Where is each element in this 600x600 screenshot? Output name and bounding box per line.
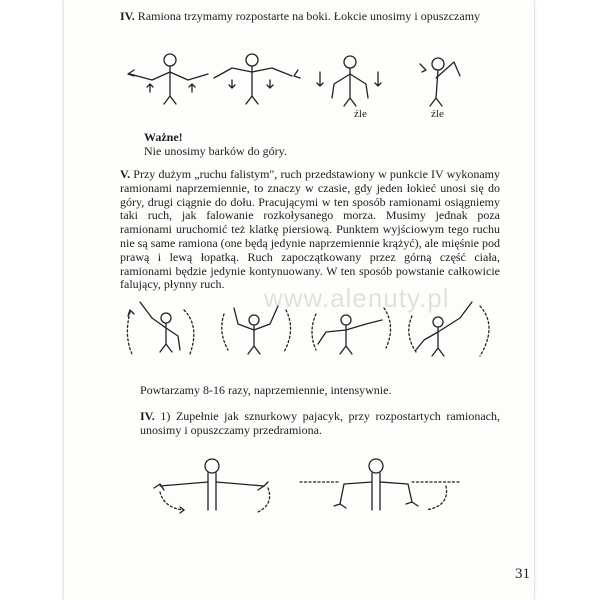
label-wrong-2: źle <box>431 108 444 120</box>
label-wrong-1: źle <box>354 108 367 120</box>
figure-4 <box>420 58 460 106</box>
book-page <box>64 0 534 600</box>
figure-row-elbows <box>120 48 510 118</box>
puppet-figure-1 <box>154 459 270 513</box>
page-number: 31 <box>515 566 530 582</box>
wave-figure-2 <box>222 306 291 354</box>
wave-figure-3 <box>312 308 391 354</box>
section-iv-text: Ramiona trzymamy rozpostarte na boki. Łokcie unosimy i opuszczamy <box>134 9 481 23</box>
repeat-instruction: Powtarzamy 8-16 razy, naprzemiennie, intensywnie. <box>140 383 392 397</box>
section-v-number: V. <box>120 167 131 181</box>
section-iv-paragraph <box>120 10 500 24</box>
wave-figure-4 <box>409 302 489 356</box>
wave-figure-1 <box>127 302 193 354</box>
figure-3 <box>317 56 381 106</box>
figure-2 <box>214 54 300 104</box>
figure-row-puppet <box>150 452 500 532</box>
figure-row-wave <box>120 296 510 368</box>
important-note <box>144 131 474 159</box>
watermark: www.alenuty.pl <box>264 283 450 313</box>
important-heading: Ważne! <box>144 130 183 144</box>
section-iv-number: IV. <box>120 9 135 23</box>
section-v-paragraph <box>120 168 500 292</box>
puppet-figure-2 <box>300 459 460 510</box>
section-iv-1-paragraph <box>140 410 500 438</box>
figure-1 <box>128 54 208 104</box>
section-iv-1-number: IV. <box>140 409 155 423</box>
section-v-text: Przy dużym „ruchu falistym", ruch przedstawiony w punkcie IV wykonamy ramionami naprzemiennie, to znaczy w czasie, gdy jeden łokieć unosi się do góry, drugi ciągnie do dołu. Pracującymi w ten sposób ramionami osiągniemy taki ruch, jak falowanie rozkołysanego morza. Musimy jednak poza ramionami uruchomić też klatkę piersiową. Punktem wyjściowym tego ruchu nie są same ramiona (one będą jedynie naprzemiennie krążyć), ale mięśnie pod prawą i lewą łopatką. Ruch zapoczątkowany przez górną część ciała, ramionami będzie jedynie kontynuowany. W ten sposób powstanie całkowicie falujący, płynny ruch. <box>120 167 500 292</box>
important-text: Nie unosimy barków do góry. <box>144 143 287 158</box>
section-iv-1-text: 1) Zupełnie jak sznurkowy pajacyk, przy rozpostartych ramionach, unosimy i opuszczamy przedramiona. <box>140 409 500 437</box>
